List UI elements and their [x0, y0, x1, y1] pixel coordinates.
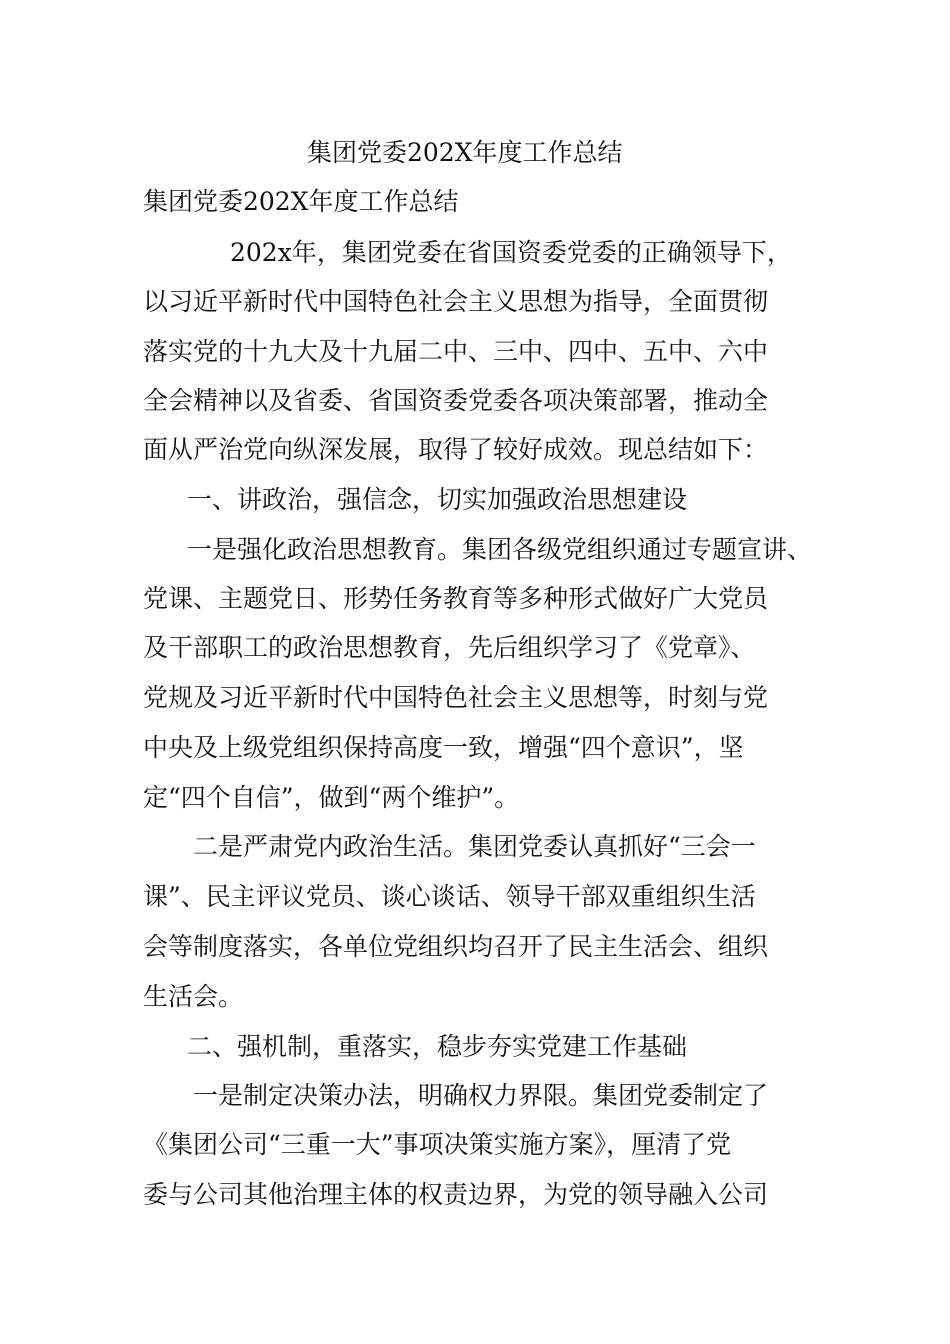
paragraph-line: 会等制度落实，各单位党组织均召开了民主生活会、组织	[143, 932, 769, 961]
paragraph-line: 中央及上级党组织保持高度一致，增强“四个意识”，坚	[143, 733, 744, 762]
paragraph-line: 党课、主题党日、形势任务教育等多种形式做好广大党员	[143, 584, 769, 613]
section-heading: 一、讲政治，强信念，切实加强政治思想建设	[187, 485, 688, 514]
paragraph-line: 定“四个自信”，做到“两个维护”。	[143, 783, 520, 812]
paragraph-line: 以习近平新时代中国特色社会主义思想为指导，全面贯彻	[143, 287, 769, 316]
paragraph-line: 党规及习近平新时代中国特色社会主义思想等，时刻与党	[143, 683, 769, 712]
paragraph-line: 生活会。	[143, 982, 244, 1011]
paragraph-line: 202x年，集团党委在省国资委党委的正确领导下，	[230, 238, 792, 267]
paragraph-line: 及干部职工的政治思想教育，先后组织学习了《党章》、	[143, 633, 756, 662]
paragraph-line: 《集团公司“三重一大”事项决策实施方案》，厘清了党	[143, 1130, 732, 1159]
paragraph-line: 一是制定决策办法，明确权力界限。集团党委制定了	[193, 1081, 769, 1110]
document-subtitle: 集团党委202X年度工作总结	[143, 187, 459, 216]
paragraph-line: 落实党的十九大及十九届二中、三中、四中、五中、六中	[143, 337, 769, 366]
paragraph-line: 委与公司其他治理主体的权责边界，为党的领导融入公司	[143, 1180, 769, 1209]
section-heading: 二、强机制，重落实，稳步夯实党建工作基础	[187, 1032, 688, 1061]
paragraph-line: 一是强化政治思想教育。集团各级党组织通过专题宣讲、	[187, 535, 813, 564]
paragraph-line: 全会精神以及省委、省国资委党委各项决策部署，推动全	[143, 386, 769, 415]
paragraph-line: 面从严治党向纵深发展，取得了较好成效。现总结如下：	[143, 435, 769, 464]
paragraph-line: 二是严肃党内政治生活。集团党委认真抓好“三会一	[193, 832, 756, 861]
document-title: 集团党委202X年度工作总结	[307, 138, 623, 167]
paragraph-line: 课”、民主评议党员、谈心谈话、领导干部双重组织生活	[143, 882, 756, 911]
